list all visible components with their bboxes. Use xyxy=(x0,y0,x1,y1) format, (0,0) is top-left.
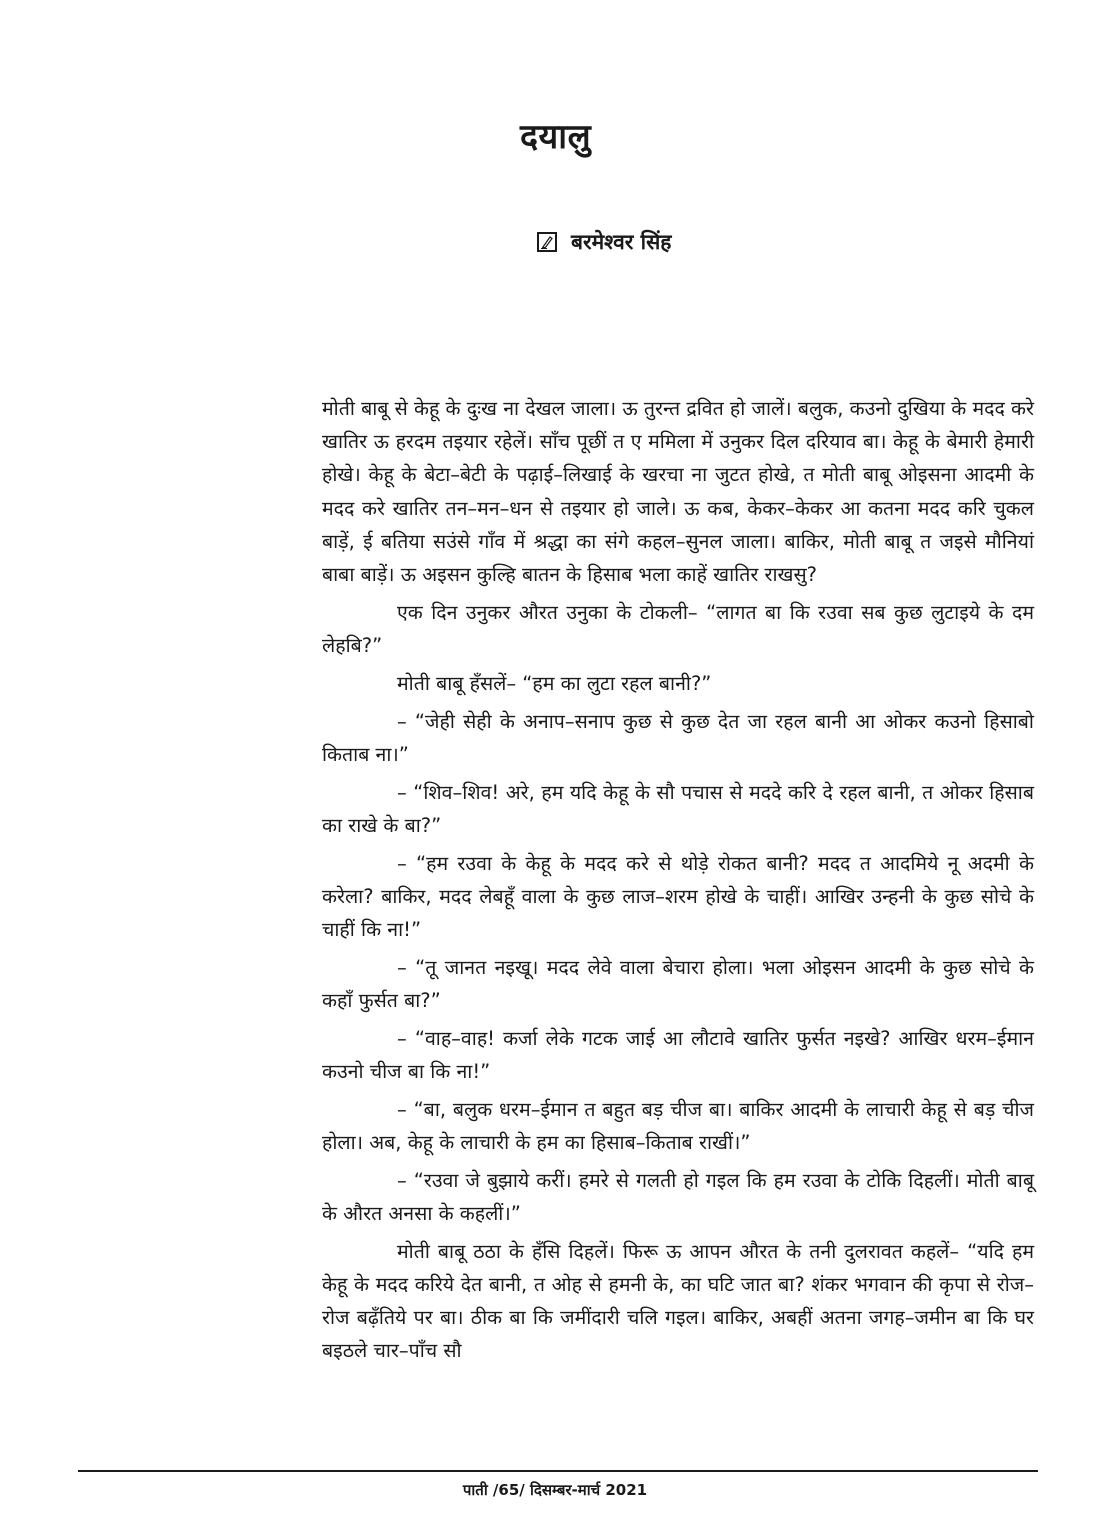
paragraph: – “हम रउवा के केहू के मदद करे से थोड़े रोकत बानी? मदद त आदमिये नू अदमी के करेला? बाकिर, मदद लेबहूँ वाला के कुछ लाज–शरम होखे के चाहीं। आखिर उन्हनी के कुछ सोचे के चाहीं कि ना!” xyxy=(322,851,1034,942)
paragraph: – “जेही सेही के अनाप–सनाप कुछ से कुछ देत जा रहल बानी आ ओकर कउनो हिसाबो किताब ना।” xyxy=(322,709,1034,766)
page-footer: पाती /65/ दिसम्बर-मार्च 2021 xyxy=(462,1481,648,1499)
author-byline xyxy=(537,228,671,256)
paragraph: मोती बाबू ठठा के हँसि दिहलें। फिरू ऊ आपन औरत के तनी दुलरावत कहलें– “यदि हम केहू के मदद करिये देत बानी, त ओह से हमनी के, का घटि जात बा? शंकर भगवान की कृपा से रोज–रोज बढ़ँतिये पर बा। ठीक बा कि जमींदारी चलि गइल। बाकिर, अबहीं अतना जगह–जमीन बा कि घर बइठले चार–पाँच सौ xyxy=(322,1239,1034,1363)
author-name: बरमेश्वर सिंह xyxy=(571,230,672,254)
paragraph: – “वाह–वाह! कर्जा लेके गटक जाई आ लौटावे खातिर फुर्सत नइखे? आखिर धरम–ईमान कउनो चीज बा कि ना!” xyxy=(322,1026,1034,1084)
paragraph: एक दिन उनुकर औरत उनुका के टोकली– “लागत बा कि रउवा सब कुछ लुटाइये के दम लेहबि?” xyxy=(322,600,1034,658)
article-body xyxy=(322,392,1034,1368)
footer-divider xyxy=(78,1470,1038,1472)
article-title: दयालु xyxy=(520,117,592,157)
paragraph: मोती बाबू हँसलें– “हम का लुटा रहल बानी?” xyxy=(397,671,712,695)
paragraph: – “शिव–शिव! अरे, हम यदि केहू के सौ पचास से मददे करि दे रहल बानी, त ओकर हिसाब का राखे के बा?” xyxy=(322,780,1034,837)
pen-writing-icon xyxy=(537,232,557,252)
paragraph: मोती बाबू से केहू के दुःख ना देखल जाला। ऊ तुरन्त द्रवित हो जालें। बलुक, कउनो दुखिया के मदद करे खातिर ऊ हरदम तइयार रहेलें। साँच पूछीं त ए ममिला में उनुकर दिल दरियाव बा। केहू के बेमारी हेमारी होखे। केहू के बेटा–बेटी के पढ़ाई–लिखाई के खरचा ना जुटत होखे, त मोती बाबू ओइसना आदमी के मदद करे खातिर तन–मन–धन से तइयार हो जाले। ऊ कब, केकर–केकर आ कतना मदद करि चुकल बाड़ें, ई बतिया सउंसे गाँव में श्रद्धा का संगे कहल–सुनल जाला। बाकिर, मोती बाबू त जइसे मौनियां बाबा बाड़ें। ऊ अइसन कुल्हि बातन के हिसाब भला काहें खातिर राखसु? xyxy=(322,397,1034,587)
paragraph: – “तू जानत नइखू। मदद लेवे वाला बेचारा होला। भला ओइसन आदमी के कुछ सोचे के कहाँ फुर्सत बा?” xyxy=(322,955,1034,1013)
paragraph: – “बा, बलुक धरम–ईमान त बहुत बड़ चीज बा। बाकिर आदमी के लाचारी केहू से बड़ चीज होला। अब, केहू के लाचारी के हम का हिसाब–किताब राखीं।” xyxy=(322,1097,1034,1155)
paragraph: – “रउवा जे बुझाये करीं। हमरे से गलती हो गइल कि हम रउवा के टोकि दिहलीं। मोती बाबू के औरत अनसा के कहलीं।” xyxy=(322,1168,1034,1226)
